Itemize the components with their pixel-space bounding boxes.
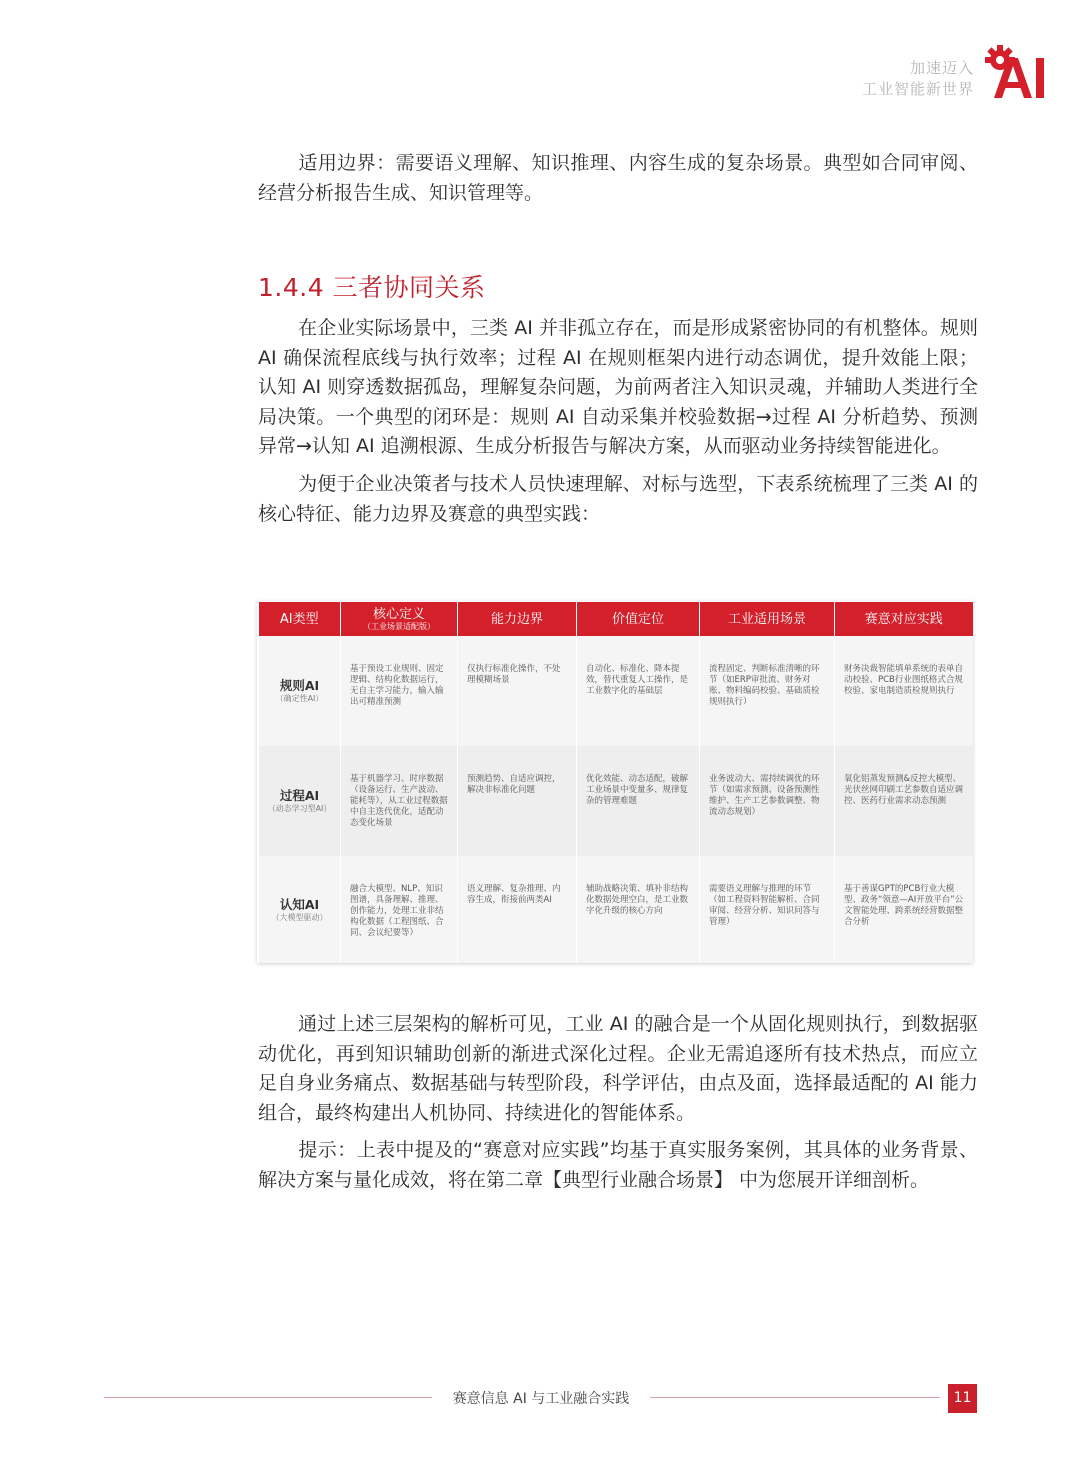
paragraph-table-intro: 为便于企业决策者与技术人员快速理解、对标与选型，下表系统梳理了三类 AI 的核心特征、能力边界及赛意的典型实践： [258, 473, 978, 525]
type-subtitle: （确定性AI） [275, 694, 324, 703]
scenario-cell: 需要语义理解与推理的环节（如工程资料智能解析、合同审阅、经营分析、知识问答与管理） [700, 856, 835, 963]
header-scenario: 工业适用场景 [700, 602, 835, 636]
header-ai-type: AI类型 [259, 602, 341, 636]
practice-cell: 财务决裁智能填单系统的表单自动校验、PCB行业图纸格式合规校验、家电制造质检规则执行 [835, 636, 973, 746]
header-value: 价值定位 [577, 602, 700, 636]
type-subtitle: （大模型驱动） [271, 912, 328, 922]
type-cell [259, 636, 341, 746]
scenario-cell: 业务波动大、需持续调优的环节（如需求预测、设备预测性维护、生产工艺参数调整、物流动态规划） [700, 746, 835, 856]
definition-cell: 基于机器学习、时序数据（设备运行、生产波动、能耗等），从工业过程数据中自主迭代优化，适配动态变化场景 [341, 746, 458, 856]
paragraph-summary: 通过上述三层架构的解析可见，工业 AI 的融合是一个从固化规则执行，到数据驱动优化，再到知识辅助创新的渐进式深化过程。企业无需追逐所有技术热点，而应立足自身业务痛点、数据基础与转型阶段，科学评估，由点及面，选择最适配的 AI 能力组合，最终构建出人机协同、持续进化的智能体系。 [258, 1013, 978, 1124]
type-cell [259, 746, 341, 856]
footer-rule-right [650, 1397, 940, 1398]
practice-cell: 氧化铝蒸发预测&反控大模型、光伏丝网印刷工艺参数自适应调控、医药行业需求动态预测 [835, 746, 973, 856]
paragraph-boundary: 适用边界：需要语义理解、知识推理、内容生成的复杂场景。典型如合同审阅、经营分析报告生成、知识管理等。 [258, 152, 978, 204]
ai-gear-logo [984, 44, 1048, 100]
definition-cell: 融合大模型、NLP、知识图谱，具备理解、推理、创作能力，处理工业非结构化数据（工程图纸、合同、会议纪要等） [341, 856, 458, 963]
table-row [259, 746, 973, 856]
header-definition-sub: （工业场景适配版） [363, 621, 435, 631]
scenario-cell: 流程固定、判断标准清晰的环节（如ERP审批流、财务对账、物料编码校验、基础质检规则执行） [700, 636, 835, 746]
type-name: 过程AI [279, 788, 320, 803]
value-cell: 优化效能、动态适配，破解工业场景中变量多、规律复杂的管理难题 [577, 746, 700, 856]
value-cell: 自动化、标准化、降本提效，替代重复人工操作，是工业数字化的基础层 [577, 636, 700, 746]
capability-cell: 语义理解、复杂推理、内容生成，衔接前两类AI [458, 856, 577, 963]
footer-title: 赛意信息 AI 与工业融合实践 [452, 1391, 630, 1407]
paragraph-tip: 提示：上表中提及的“赛意对应实践”均基于真实服务案例，其具体的业务背景、解决方案与量化成效，将在第二章【典型行业融合场景】 中为您展开详细剖析。 [258, 1139, 978, 1191]
header-definition-label: 核心定义 [372, 606, 425, 622]
type-cell [259, 856, 341, 963]
capability-cell: 预测趋势、自适应调控，解决非标准化问题 [458, 746, 577, 856]
table-row [259, 856, 973, 963]
section-title: 1.4.4 三者协同关系 [258, 273, 486, 302]
slogan-line-2: 工业智能新世界 [861, 80, 974, 98]
header-capability: 能力边界 [458, 602, 577, 636]
type-subtitle: （动态学习型AI） [267, 804, 332, 813]
footer-rule-left [104, 1397, 432, 1398]
header-definition [341, 602, 458, 636]
ai-types-table [258, 602, 973, 963]
practice-cell: 基于善谋GPT的PCB行业大模型、政务“领意—AI开放平台”公文智能处理、跨系统经营数据整合分析 [835, 856, 973, 963]
page-number: 11 [948, 1384, 977, 1413]
definition-cell: 基于预设工业规则、固定逻辑、结构化数据运行，无自主学习能力，输入输出可精准预测 [341, 636, 458, 746]
header-slogan [862, 58, 974, 100]
paragraph-collaboration: 在企业实际场景中，三类 AI 并非孤立存在，而是形成紧密协同的有机整体。规则 AI 确保流程底线与执行效率；过程 AI 在规则框架内进行动态调优，提升效能上限；认知 AI 则穿透数据孤岛，理解复杂问题，为前两者注入知识灵魂，并辅助人类进行全局决策。一个典型的闭环是：规则 AI 自动采集并校验数据→过程 AI 分析趋势、预测异常→认知 AI 追溯根源、生成分析报告与解决方案，从而驱动业务持续智能进化。 [258, 317, 978, 457]
header-practice: 赛意对应实践 [835, 602, 973, 636]
capability-cell: 仅执行标准化操作，不处理模糊场景 [458, 636, 577, 746]
table-row [259, 636, 973, 746]
slogan-line-1: 加速迈入 [909, 59, 974, 77]
value-cell: 辅助战略决策、填补非结构化数据处理空白，是工业数字化升级的核心方向 [577, 856, 700, 963]
table-header-row [259, 602, 973, 636]
type-name: 规则AI [279, 678, 320, 693]
type-name: 认知AI [279, 896, 320, 912]
